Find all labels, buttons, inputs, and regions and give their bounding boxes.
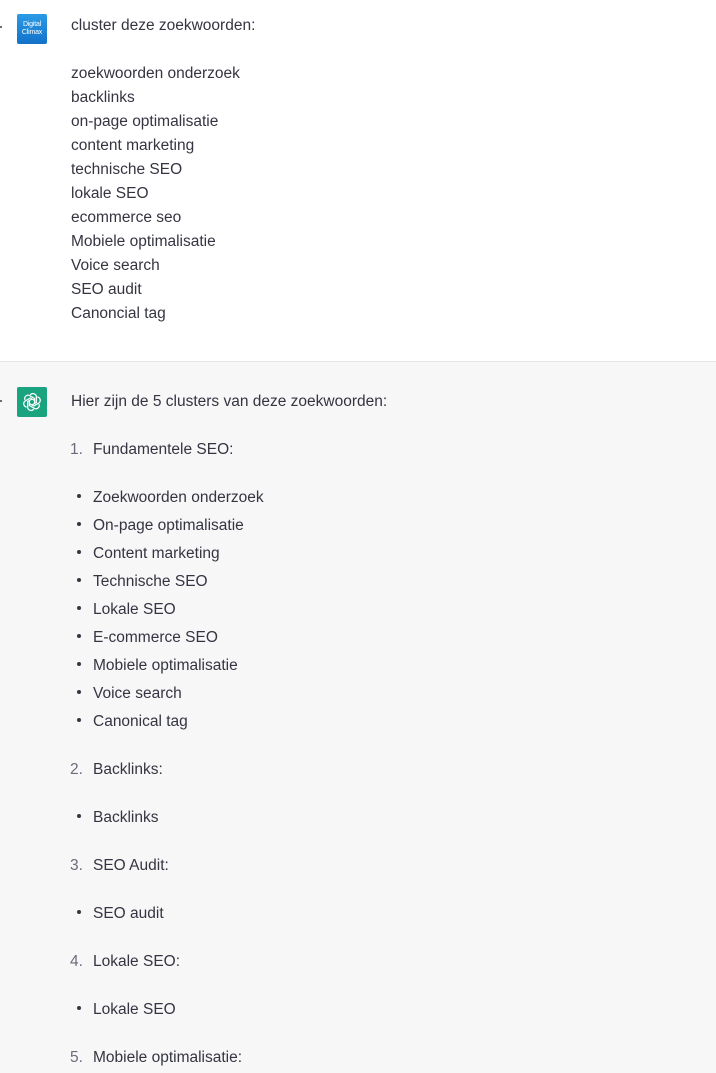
user-message — [0, 0, 716, 362]
keyword-line: Voice search — [71, 257, 160, 274]
cluster-item: On-page optimalisatie — [93, 517, 244, 534]
keyword-line: backlinks — [71, 89, 135, 106]
cluster-item: Lokale SEO — [93, 1001, 176, 1018]
keyword-line: ecommerce seo — [71, 209, 182, 226]
edge-marker — [0, 26, 2, 28]
bullet-icon — [77, 814, 81, 818]
openai-logo-icon — [17, 387, 47, 417]
cluster-number: 2. — [70, 761, 83, 778]
cluster-number: 3. — [70, 857, 83, 874]
cluster-number: 4. — [70, 953, 83, 970]
bullet-icon — [77, 606, 81, 610]
cluster-title: Lokale SEO: — [93, 953, 181, 970]
bullet-icon — [77, 690, 81, 694]
keyword-line: lokale SEO — [71, 185, 149, 202]
bullet-icon — [77, 550, 81, 554]
keyword-line: Mobiele optimalisatie — [71, 233, 216, 250]
bullet-icon — [77, 634, 81, 638]
cluster-item: SEO audit — [93, 905, 164, 922]
cluster-title: Fundamentele SEO: — [93, 441, 234, 458]
keyword-line: content marketing — [71, 137, 195, 154]
assistant-intro: Hier zijn de 5 clusters van deze zoekwoorden: — [71, 393, 388, 410]
cluster-item: Technische SEO — [93, 573, 208, 590]
cluster-title: Mobiele optimalisatie: — [93, 1049, 243, 1066]
keyword-line: zoekwoorden onderzoek — [71, 65, 240, 82]
cluster-number: 5. — [70, 1049, 83, 1066]
bullet-icon — [77, 718, 81, 722]
bullet-icon — [77, 578, 81, 582]
cluster-item: Canonical tag — [93, 713, 188, 730]
cluster-item: E-commerce SEO — [93, 629, 218, 646]
cluster-item: Voice search — [93, 685, 182, 702]
cluster-title: SEO Audit: — [93, 857, 169, 874]
avatar-text-line1: Digital — [22, 21, 42, 28]
user-intro: cluster deze zoekwoorden: — [71, 17, 256, 34]
cluster-item: Mobiele optimalisatie — [93, 657, 238, 674]
cluster-item: Zoekwoorden onderzoek — [93, 489, 264, 506]
bullet-icon — [77, 494, 81, 498]
user-avatar — [17, 14, 47, 44]
cluster-item: Content marketing — [93, 545, 220, 562]
cluster-item: Backlinks — [93, 809, 159, 826]
cluster-number: 1. — [70, 441, 83, 458]
bullet-icon — [77, 522, 81, 526]
edge-marker — [0, 400, 2, 402]
avatar-text-line2: Climax — [21, 29, 43, 36]
keyword-line: on-page optimalisatie — [71, 113, 219, 130]
cluster-title: Backlinks: — [93, 761, 163, 778]
bullet-icon — [77, 662, 81, 666]
bullet-icon — [77, 1006, 81, 1010]
bullet-icon — [77, 910, 81, 914]
cluster-item: Lokale SEO — [93, 601, 176, 618]
keyword-line: Canoncial tag — [71, 305, 166, 322]
keyword-line: technische SEO — [71, 161, 183, 178]
keyword-line: SEO audit — [71, 281, 142, 298]
